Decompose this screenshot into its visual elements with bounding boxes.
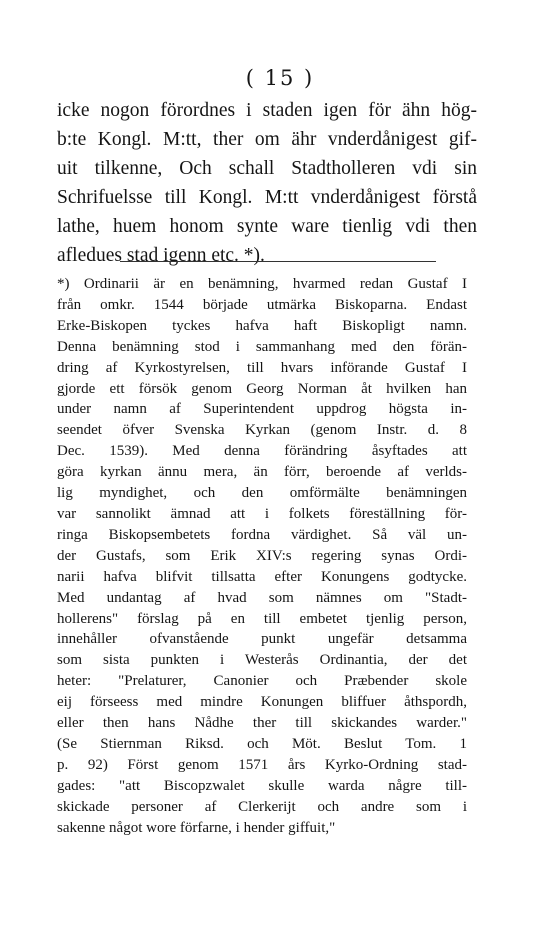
footnote-line: *) Ordinarii är en benämning, hvarmed redan Gustaf I: [57, 276, 467, 292]
main-text-line: b:te Kongl. M:tt, ther om ähr vnderdånigest gif-: [57, 129, 477, 150]
footnote-line: eij förseess med mindre Konungen bliffuer åthspordh,: [57, 694, 467, 711]
footnote-line: Denna benämning stod i sammanhang med den förän-: [57, 338, 467, 355]
footnote-line: från omkr. 1544 började utmärka Biskoparna. Endast: [57, 296, 467, 313]
footnote-line: hollerens" förslag på en till embetet tjenlig person,: [57, 610, 467, 627]
footnote: [57, 274, 467, 838]
footnote-divider: [120, 261, 436, 262]
footnote-line: var sannolikt ämnad att i folkets föreställning för-: [57, 505, 467, 522]
main-text-line: afledues stad igenn etc. *).: [57, 245, 265, 266]
page-number: ( 15 ): [245, 66, 315, 90]
footnote-line: sakenne något wore förfarne, i hender giffuit,": [57, 819, 336, 836]
footnote-line: skickade personer af Clerkerijt och andre som i: [57, 798, 467, 815]
footnote-line: p. 92) Först genom 1571 års Kyrko-Ordning stad-: [57, 756, 467, 773]
footnote-line: dring af Kyrkostyrelsen, till hvars införande Gustaf I: [57, 359, 467, 376]
main-text-line: lathe, huem honom synte ware tienlig vdi then: [57, 216, 477, 237]
footnote-line: heter: "Prelaturer, Canonier och Præbender skole: [57, 673, 467, 690]
footnote-line: der Gustafs, som Erik XIV:s regering synas Ordi-: [57, 547, 467, 564]
footnote-line: gades: "att Biscopzwalet skulle warda någre till-: [57, 777, 467, 794]
footnote-line: seendet öfver Svenska Kyrkan (genom Instr. d. 8: [57, 422, 467, 439]
footnote-line: som sista punkten i Westerås Ordinantia, der det: [57, 652, 467, 669]
footnote-line: (Se Stiernman Riksd. och Möt. Beslut Tom. 1: [57, 735, 467, 752]
footnote-line: eller then hans Nådhe ther till skickandes warder.": [57, 715, 467, 732]
footnote-line: under namn af Superintendent uppdrog högsta in-: [57, 401, 467, 418]
footnote-line: ringa Biskopsembetets fordna värdighet. Så väl un-: [57, 526, 467, 543]
main-text-line: uit tilkenne, Och schall Stadtholleren vdi sin: [57, 158, 477, 179]
footnote-line: narii hafva blifvit tillsatta efter Konungens godtycke.: [57, 568, 467, 585]
footnote-line: innehåller ofvanstående punkt ungefär detsamma: [57, 631, 467, 648]
footnote-line: lig myndighet, och den omförmälte benämningen: [57, 485, 467, 502]
main-text-line: Schrifuelsse till Kongl. M:tt vnderdånigest förstå: [57, 187, 477, 208]
footnote-line: Dec. 1539). Med denna förändring åsyftades att: [57, 443, 467, 460]
footnote-line: Erke-Biskopen tyckes hafva haft Biskopligt namn.: [57, 317, 467, 334]
footnote-line: gjorde ett försök genom Georg Norman åt hvilken han: [57, 380, 467, 397]
footnote-line: Med undantag af hvad som nämnes om "Stadt-: [57, 589, 467, 606]
footnote-line: göra kyrkan ännu mera, än förr, beroende af verlds-: [57, 464, 467, 481]
main-text-line: icke nogon förordnes i staden igen för ähn hög-: [57, 100, 477, 121]
main-text: [57, 96, 477, 270]
